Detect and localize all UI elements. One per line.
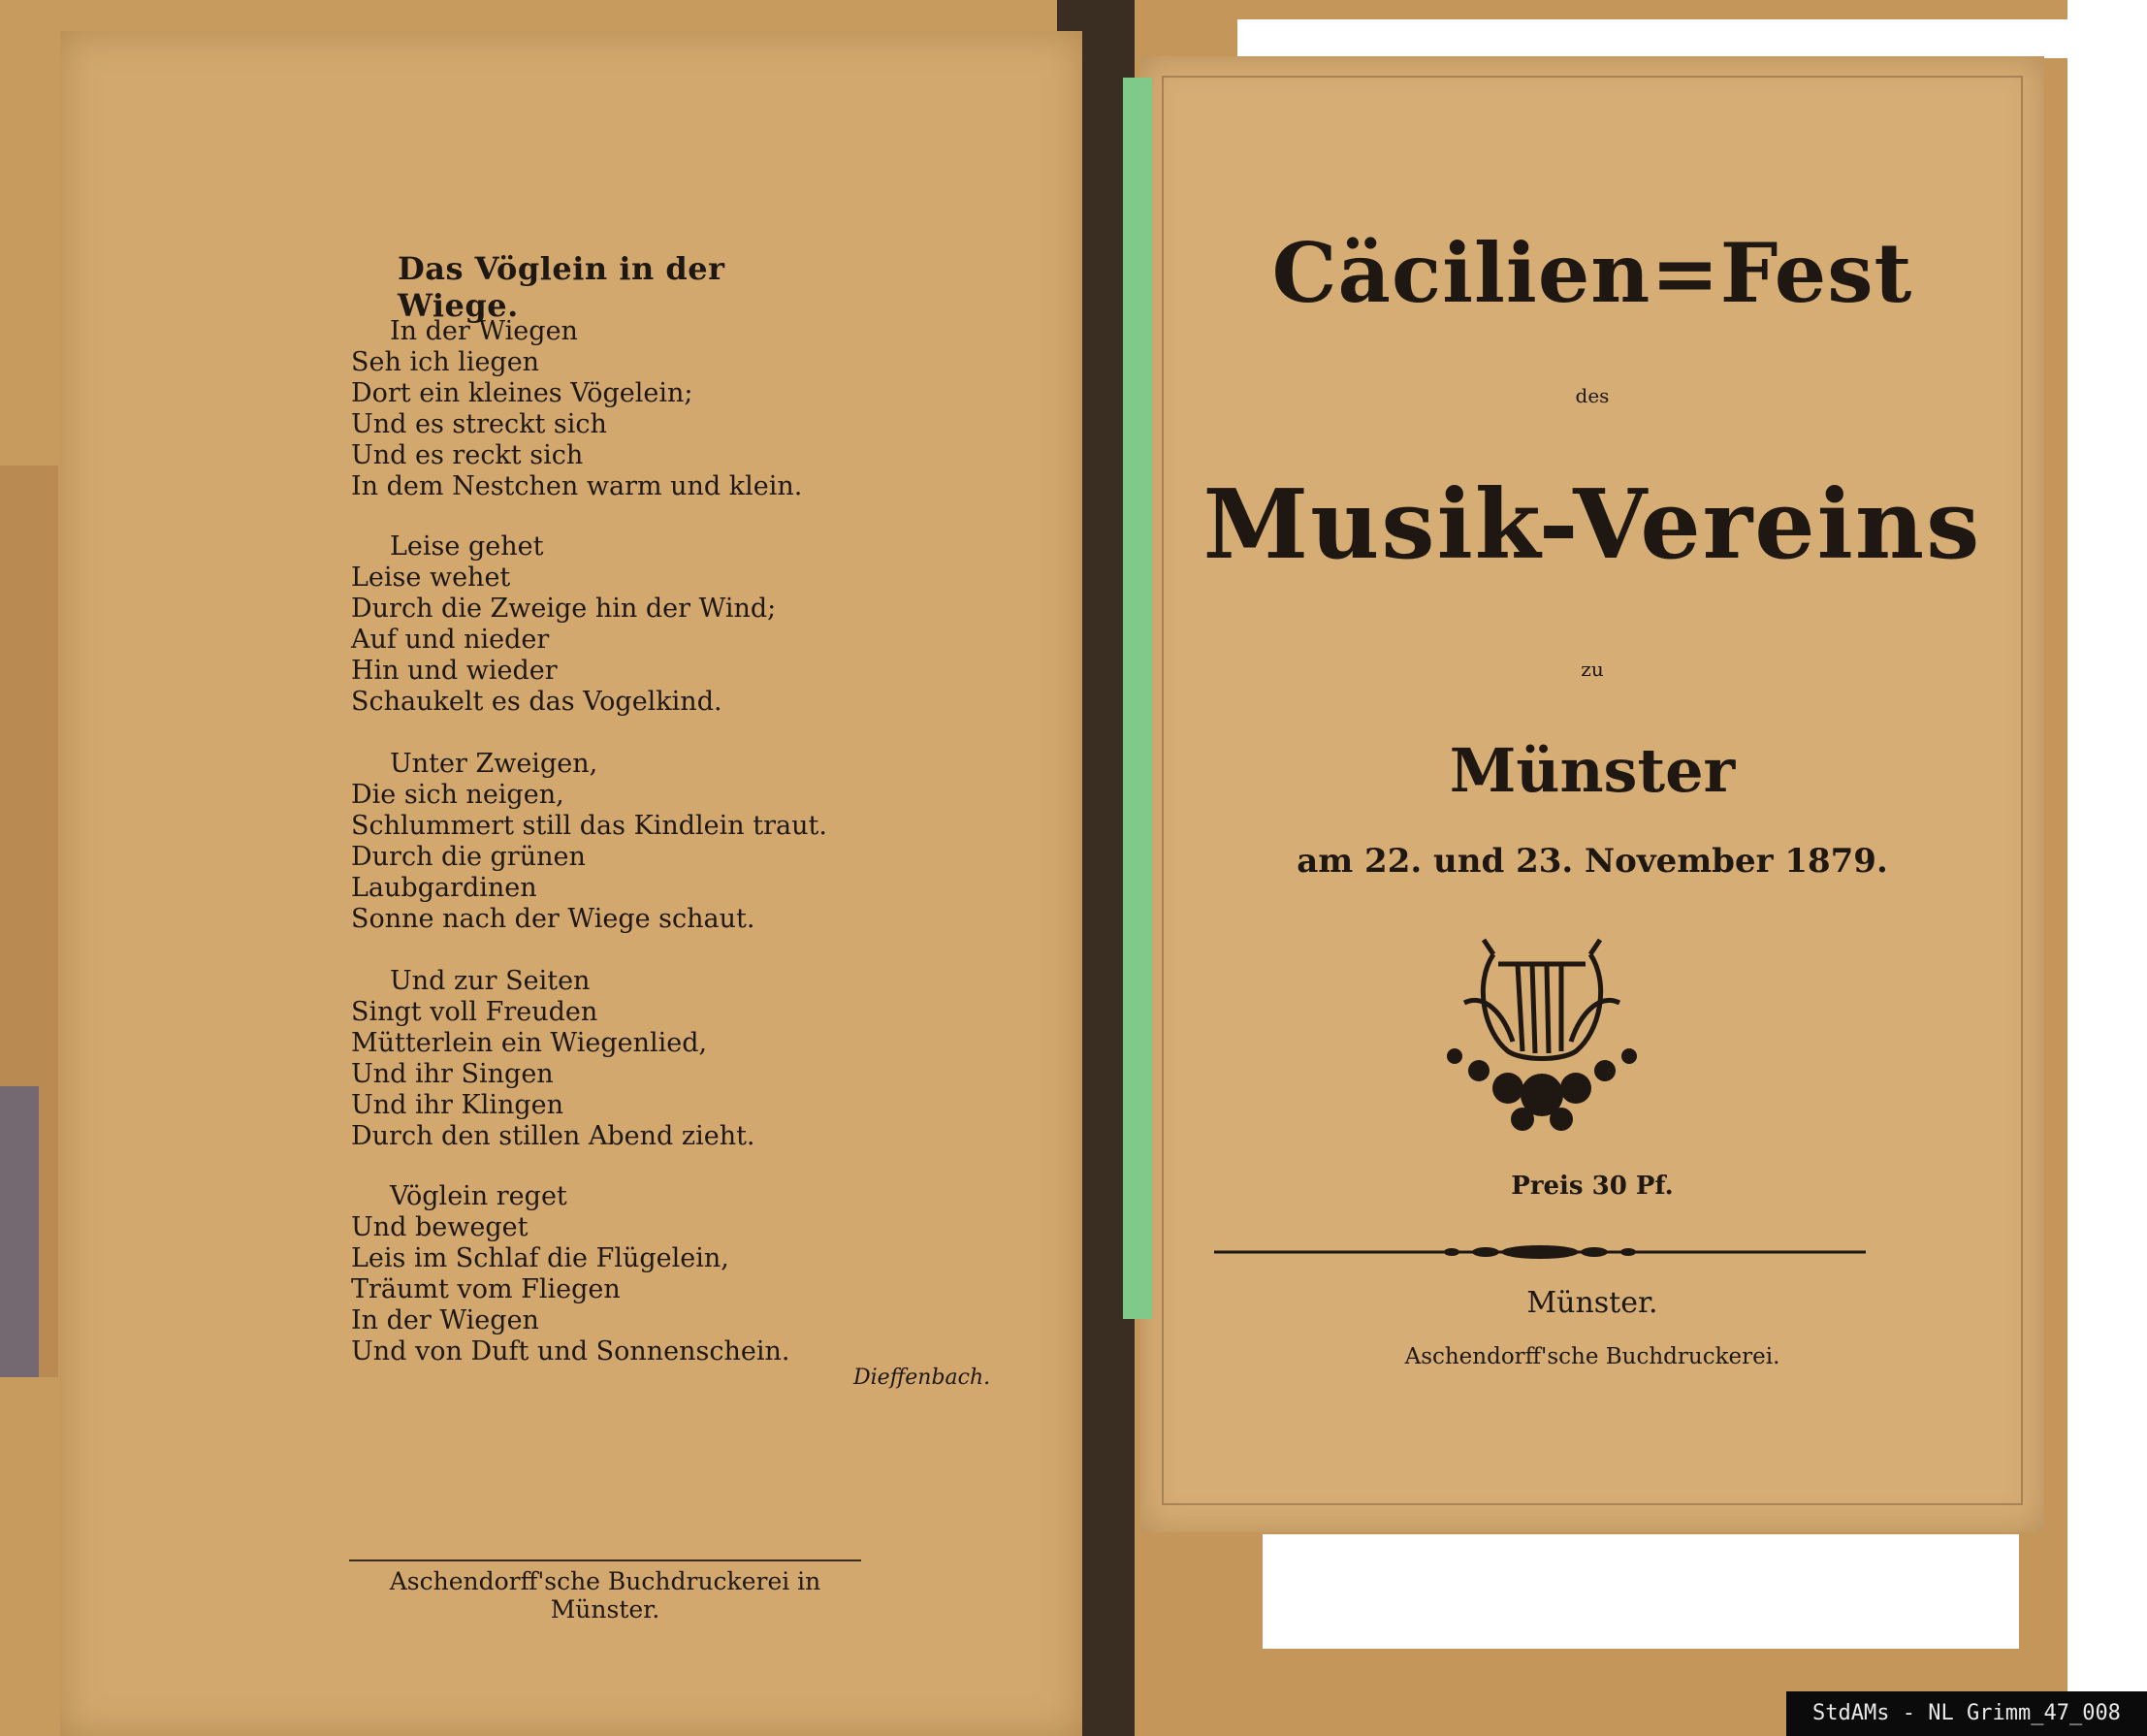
society-name: Musik-Vereins	[1202, 469, 1982, 581]
festival-title: Cäcilien=Fest	[1271, 225, 1913, 321]
poem-line: Seh ich liegen	[351, 347, 540, 377]
poem-line: Die sich neigen,	[351, 780, 564, 810]
white-backing-top	[1237, 19, 2147, 58]
poem-line: Auf und nieder	[351, 625, 550, 655]
white-backing-bottom	[1263, 1534, 2019, 1649]
poem-line: Schlummert still das Kindlein traut.	[351, 811, 827, 841]
poem-line: In der Wiegen	[390, 316, 578, 346]
publication-place: Münster.	[1526, 1286, 1658, 1320]
poem-line: Vöglein reget	[390, 1181, 567, 1211]
blue-cover-edge	[0, 1086, 39, 1377]
poem-line: Durch die grünen	[351, 842, 586, 872]
poem-line: Dort ein kleines Vögelein;	[351, 378, 693, 408]
ornamental-rule	[1214, 1243, 1866, 1261]
poem-line: Leise wehet	[351, 563, 511, 593]
event-date: am 22. und 23. November 1879.	[1297, 842, 1888, 881]
poem-line: In der Wiegen	[351, 1305, 539, 1335]
poem-line: Und zur Seiten	[390, 966, 591, 996]
printer-name: Aschendorff'sche Buchdruckerei.	[1404, 1344, 1780, 1369]
poem-author: Dieffenbach.	[853, 1366, 991, 1390]
poem-line: Und es reckt sich	[351, 440, 584, 470]
poem-line: Leise gehet	[390, 531, 544, 562]
stanza-5	[351, 1181, 855, 1367]
poem-line: In dem Nestchen warm und klein.	[351, 471, 803, 501]
printer-imprint: Aschendorff'sche Buchdruckerei in Münster.	[389, 1567, 821, 1623]
price-label: Preis 30 Pf.	[1511, 1172, 1674, 1201]
stanza-3	[351, 749, 855, 935]
stanza-2	[351, 531, 855, 718]
poem-line: Und ihr Singen	[351, 1059, 554, 1089]
archive-label: StdAMs - NL Grimm_47_008	[1786, 1691, 2147, 1736]
poem-line: Mütterlein ein Wiegenlied,	[351, 1028, 708, 1058]
poem-line: Unter Zweigen,	[390, 749, 598, 779]
stanza-4	[351, 966, 855, 1152]
poem-line: Leis im Schlaf die Flügelein,	[351, 1243, 729, 1273]
word-des: des	[1575, 384, 1610, 407]
poem-line: Und es streckt sich	[351, 409, 607, 439]
poem-line: Laubgardinen	[351, 873, 537, 903]
poem-title: Das Vöglein in der Wiege.	[398, 250, 725, 324]
poem-line: Sonne nach der Wiege schaut.	[351, 904, 755, 934]
poem-line: Singt voll Freuden	[351, 997, 598, 1027]
lyre-emblem-icon	[1426, 925, 1658, 1148]
stanza-1	[351, 316, 855, 502]
city-name: Münster	[1449, 735, 1736, 806]
poem-line: Träumt vom Fliegen	[351, 1274, 621, 1304]
poem-line: Hin und wieder	[351, 656, 558, 686]
poem-line: Durch die Zweige hin der Wind;	[351, 594, 777, 624]
poem-line: Und beweget	[351, 1212, 529, 1242]
poem-line: Und von Duft und Sonnenschein.	[351, 1336, 790, 1366]
poem-line: Und ihr Klingen	[351, 1090, 564, 1120]
poem-line: Schaukelt es das Vogelkind.	[351, 687, 722, 717]
poem-line: Durch den stillen Abend zieht.	[351, 1121, 755, 1151]
word-zu: zu	[1581, 658, 1604, 681]
footer-rule	[349, 1559, 861, 1561]
